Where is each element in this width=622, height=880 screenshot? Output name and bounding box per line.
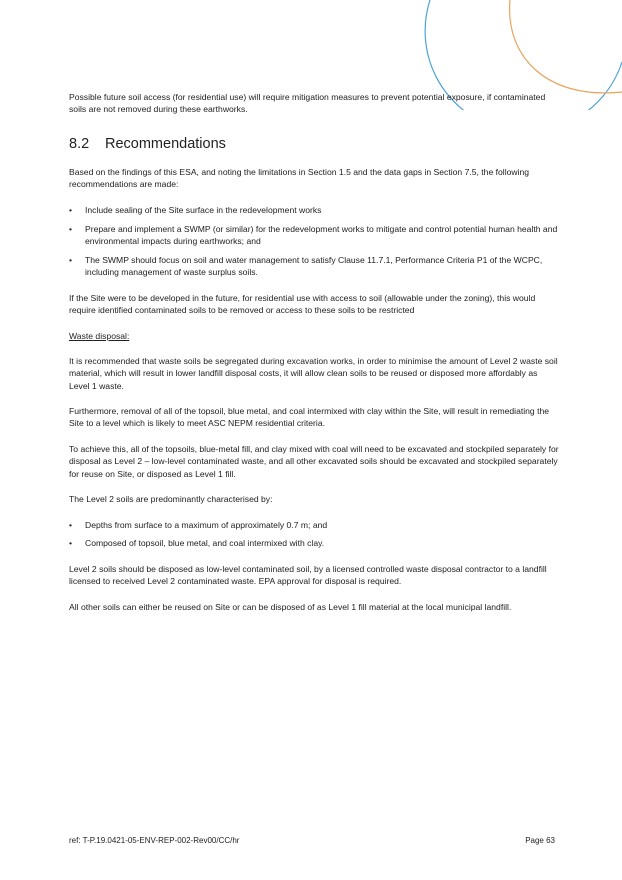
bullet: •: [69, 224, 73, 234]
list-item: [69, 537, 559, 549]
bullet: •: [69, 205, 73, 215]
list-item: [69, 519, 559, 531]
footer-page-number: Page 63: [525, 836, 555, 845]
section-number: 8.2: [69, 136, 90, 152]
paragraph-future-development: If the Site were to be developed in the future, for residential use with access to soil (allowable under the zoning), this would require identified contaminated soils to be removed or access to these soils to be restricted: [69, 293, 536, 316]
bullet: •: [69, 538, 73, 548]
list-item-text: The SWMP should focus on soil and water management to satisfy Clause 11.7.1, Performance Criteria P1 of the WCPC, including management of waste surplus soils.: [85, 255, 543, 278]
paragraph-soil-access: Possible future soil access (for residential use) will require mitigation measures to prevent potential exposure, if contaminated soils are not removed during these earthworks.: [69, 92, 546, 115]
paragraph-removal: Furthermore, removal of all of the topsoil, blue metal, and coal intermixed with clay within the Site, will result in remediating the Site to a level which is likely to meet ASC NEPM residential criteria.: [69, 406, 550, 429]
bullet: •: [69, 520, 73, 530]
subheading-waste-disposal: Waste disposal:: [69, 331, 130, 341]
paragraph-other-soils: All other soils can either be reused on Site or can be disposed of as Level 1 fill material at the local municipal landfill.: [69, 602, 512, 612]
section-title: Recommendations: [105, 136, 226, 152]
list-item-text: Depths from surface to a maximum of approximately 0.7 m; and: [85, 520, 328, 530]
list-item-text: Composed of topsoil, blue metal, and coal intermixed with clay.: [85, 538, 325, 548]
paragraph-level2-disposal: Level 2 soils should be disposed as low-level contaminated soil, by a licensed controlled waste disposal contractor to a landfill licensed to received Level 2 contaminated waste. EPA approval for disposal is required.: [69, 564, 547, 587]
list-item: [69, 254, 559, 279]
list-item: [69, 223, 559, 248]
footer-reference: ref: T-P.19.0421-05-ENV-REP-002-Rev00/CC/hr: [69, 836, 240, 845]
list-item-text: Include sealing of the Site surface in the redevelopment works: [85, 205, 322, 215]
paragraph-level2-intro: The Level 2 soils are predominantly characterised by:: [69, 494, 273, 504]
list-item: [69, 204, 559, 216]
orange-arc: [510, 0, 622, 93]
list-item-text: Prepare and implement a SWMP (or similar) for the redevelopment works to mitigate and control potential human health and environmental impacts during earthworks; and: [85, 224, 558, 247]
paragraph-findings: Based on the findings of this ESA, and noting the limitations in Section 1.5 and the data gaps in Section 7.5, the following recommendations are made:: [69, 167, 530, 190]
bullet: •: [69, 255, 73, 265]
section-heading: [69, 135, 226, 153]
paragraph-excavation: To achieve this, all of the topsoils, blue-metal fill, and clay mixed with coal will need to be excavated and stockpiled separately for disposal as Level 2 – low-level contaminated waste, and all other excavated soils should be excavated and stockpiled separately for reuse on Site, or disposed as Level 1 fill.: [69, 444, 559, 479]
paragraph-segregation: It is recommended that waste soils be segregated during excavation works, in order to minimise the amount of Level 2 waste soil material, which will result in lower landfill disposal costs, it will allow clean soils to be reused or disposed more affordably as Level 1 waste.: [69, 356, 558, 391]
